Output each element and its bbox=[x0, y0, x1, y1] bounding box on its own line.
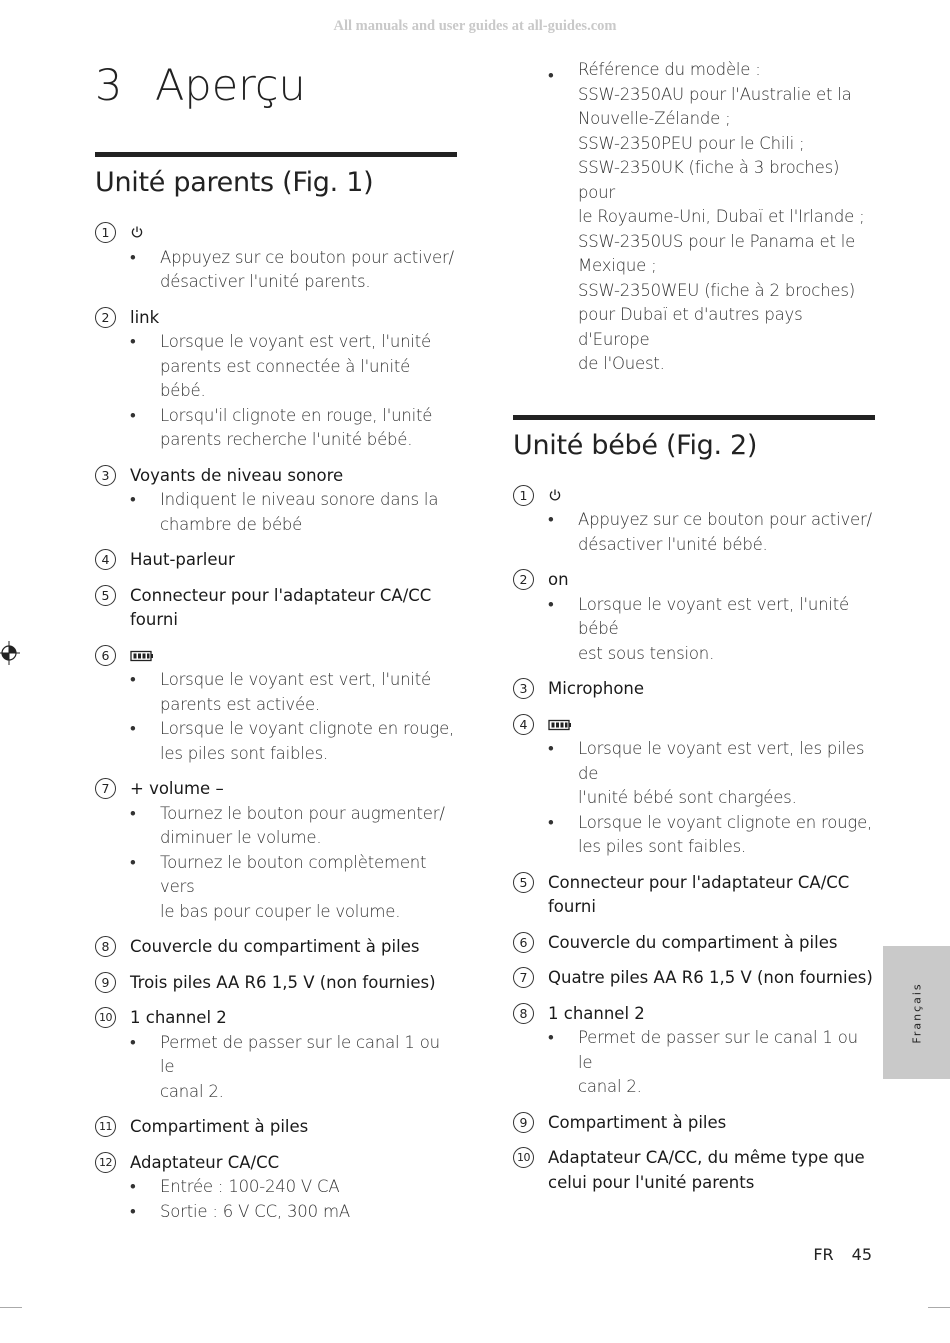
list-item bbox=[95, 935, 457, 960]
bullet-item: • Permet de passer sur le canal 1 ou le canal 2. bbox=[548, 1026, 875, 1100]
item-heading bbox=[95, 1115, 457, 1140]
bullet-item: • Lorsque le voyant clignote en rouge, les piles sont faibles. bbox=[130, 717, 457, 766]
item-label: on bbox=[548, 570, 569, 589]
battery-icon bbox=[548, 719, 572, 731]
item-heading bbox=[95, 306, 457, 331]
list-item bbox=[513, 966, 875, 991]
left-column bbox=[95, 58, 457, 1235]
registration-mark-icon bbox=[0, 641, 20, 665]
bullet-item: • Appuyez sur ce bouton pour activer/ désactiver l'unité parents. bbox=[130, 246, 457, 295]
item-label: Couvercle du compartiment à piles bbox=[548, 932, 838, 952]
chapter-number: 3 bbox=[95, 61, 123, 111]
bullet-list bbox=[95, 1175, 457, 1224]
watermark: All manuals and user guides at all-guides.com bbox=[333, 18, 617, 34]
list-item bbox=[95, 777, 457, 924]
bullet-item: • Lorsque le voyant clignote en rouge, les piles sont faibles. bbox=[548, 811, 875, 860]
power-icon bbox=[548, 488, 562, 502]
item-label: Compartiment à piles bbox=[548, 1112, 727, 1132]
list-item bbox=[95, 1115, 457, 1140]
baby-unit-list bbox=[513, 484, 875, 1196]
item-number: 12 bbox=[95, 1152, 116, 1173]
footer-language: FR bbox=[813, 1245, 834, 1264]
item-number: 8 bbox=[95, 936, 116, 957]
bullet-item: • Indiquent le niveau sonore dans la chambre de bébé bbox=[130, 488, 457, 537]
item-heading bbox=[95, 935, 457, 960]
list-item bbox=[95, 644, 457, 767]
baby-unit-heading: Unité bébé (Fig. 2) bbox=[513, 415, 875, 464]
item-heading bbox=[513, 484, 875, 509]
bullet-list bbox=[95, 802, 457, 925]
list-item bbox=[513, 677, 875, 702]
list-item bbox=[95, 1006, 457, 1104]
power-icon bbox=[130, 225, 144, 239]
item-number: 9 bbox=[513, 1112, 534, 1133]
item-number: 10 bbox=[95, 1007, 116, 1028]
list-item bbox=[95, 548, 457, 573]
bullet-item: • Entrée : 100-240 V CA bbox=[130, 1175, 457, 1200]
bullet-item: • Lorsque le voyant est vert, l'unité parents est connectée à l'unité bébé. bbox=[130, 330, 457, 404]
item-label: Adaptateur CA/CC bbox=[130, 1152, 280, 1172]
list-item bbox=[513, 1111, 875, 1136]
item-number: 6 bbox=[513, 932, 534, 953]
bullet-list bbox=[513, 593, 875, 667]
item-label: link bbox=[130, 307, 160, 327]
item-number: 3 bbox=[513, 678, 534, 699]
bullet-list bbox=[95, 668, 457, 766]
item-number: 1 bbox=[95, 222, 116, 243]
bullet-item: • Lorsque le voyant est vert, les piles de l'unité bébé sont chargées. bbox=[548, 737, 875, 811]
language-tab-label: Français bbox=[910, 981, 923, 1044]
bullet-item: • Tournez le bouton complètement vers le bas pour couper le volume. bbox=[130, 851, 457, 925]
page-number: 45 bbox=[851, 1245, 872, 1264]
item-label: Voyants de niveau sonore bbox=[130, 465, 344, 485]
item-label: Quatre piles AA R6 1,5 V (non fournies) bbox=[548, 968, 873, 987]
item-number: 6 bbox=[95, 645, 116, 666]
bullet-list bbox=[95, 246, 457, 295]
bullet-list bbox=[95, 1031, 457, 1105]
item-heading bbox=[95, 464, 457, 489]
bullet-item: • Appuyez sur ce bouton pour activer/ désactiver l'unité bébé. bbox=[548, 508, 875, 557]
model-reference-lines: SSW-2350AU pour l'Australie et la Nouvelle-Zélande ; SSW-2350PEU pour le Chili ; SSW-2350UK (fiche à 3 broches) pour le Royaume-Uni, Dubaï et l'Irlande ; SSW-2350US pour le Panama et le Mexique ; SSW-2350WEU (fiche à 2 broches) pour Dubaï et d'autres pays d'Europe de l'Ouest. bbox=[578, 84, 865, 373]
item-heading bbox=[95, 644, 457, 669]
list-item bbox=[513, 871, 875, 920]
item-label: Couvercle du compartiment à piles bbox=[130, 937, 420, 956]
language-tab bbox=[883, 946, 950, 1079]
bullet-item: • Lorsqu'il clignote en rouge, l'unité parents recherche l'unité bébé. bbox=[130, 404, 457, 453]
item-number: 4 bbox=[513, 714, 534, 735]
item-number: 4 bbox=[95, 549, 116, 570]
item-heading bbox=[95, 777, 457, 802]
bullet-item: • Lorsque le voyant est vert, l'unité parents est activée. bbox=[130, 668, 457, 717]
list-item bbox=[95, 971, 457, 996]
bullet-list bbox=[95, 488, 457, 537]
item-heading bbox=[95, 584, 457, 633]
item-number: 11 bbox=[95, 1116, 116, 1137]
crop-mark bbox=[928, 1307, 950, 1308]
item-heading bbox=[513, 713, 875, 738]
item-number: 7 bbox=[513, 967, 534, 988]
item-heading bbox=[513, 871, 875, 920]
item-number: 2 bbox=[95, 307, 116, 328]
item-heading bbox=[95, 971, 457, 996]
list-item bbox=[513, 484, 875, 558]
item-heading bbox=[513, 568, 875, 593]
bullet-list bbox=[513, 508, 875, 557]
item-heading bbox=[95, 548, 457, 573]
item-heading bbox=[513, 1146, 875, 1195]
chapter-name: Aperçu bbox=[155, 61, 306, 111]
model-reference bbox=[513, 58, 875, 377]
parent-unit-heading: Unité parents (Fig. 1) bbox=[95, 152, 457, 201]
list-item bbox=[513, 1146, 875, 1195]
bullet-item: • Sortie : 6 V CC, 300 mA bbox=[130, 1200, 457, 1225]
item-label: Microphone bbox=[548, 679, 645, 698]
item-heading bbox=[513, 931, 875, 956]
battery-icon bbox=[130, 650, 154, 662]
item-label: 1 channel 2 bbox=[130, 1008, 227, 1027]
item-number: 7 bbox=[95, 778, 116, 799]
item-number: 8 bbox=[513, 1003, 534, 1024]
item-label: Haut-parleur bbox=[130, 550, 235, 569]
item-number: 5 bbox=[95, 585, 116, 606]
bullet-list bbox=[513, 1026, 875, 1100]
list-item bbox=[95, 584, 457, 633]
item-heading bbox=[513, 1111, 875, 1136]
page-footer bbox=[813, 1245, 872, 1264]
item-label: + volume – bbox=[130, 779, 224, 798]
item-number: 2 bbox=[513, 569, 534, 590]
item-heading bbox=[513, 1002, 875, 1027]
list-item bbox=[95, 306, 457, 453]
item-label: Trois piles AA R6 1,5 V (non fournies) bbox=[130, 972, 436, 992]
bullet-item: • Tournez le bouton pour augmenter/ diminuer le volume. bbox=[130, 802, 457, 851]
bullet-item: • Lorsque le voyant est vert, l'unité bébé est sous tension. bbox=[548, 593, 875, 667]
list-item bbox=[95, 1151, 457, 1225]
item-label: Connecteur pour l'adaptateur CA/CC fourni bbox=[548, 872, 850, 916]
bullet-item: • Permet de passer sur le canal 1 ou le canal 2. bbox=[130, 1031, 457, 1105]
item-heading bbox=[95, 221, 457, 246]
item-number: 1 bbox=[513, 485, 534, 506]
list-item bbox=[513, 713, 875, 860]
item-number: 5 bbox=[513, 872, 534, 893]
model-reference-label: • Référence du modèle : bbox=[578, 60, 761, 79]
item-heading bbox=[95, 1006, 457, 1031]
crop-mark bbox=[0, 1307, 22, 1308]
item-number: 3 bbox=[95, 465, 116, 486]
list-item bbox=[513, 1002, 875, 1100]
list-item bbox=[95, 464, 457, 538]
item-label: 1 channel 2 bbox=[548, 1003, 645, 1023]
list-item bbox=[513, 931, 875, 956]
item-heading bbox=[95, 1151, 457, 1176]
item-number: 10 bbox=[513, 1147, 534, 1168]
item-label: Adaptateur CA/CC, du même type que celui pour l'unité parents bbox=[548, 1148, 865, 1192]
list-item bbox=[95, 221, 457, 295]
parent-unit-list bbox=[95, 221, 457, 1224]
bullet-list bbox=[513, 737, 875, 860]
right-column bbox=[513, 58, 875, 1206]
list-item bbox=[513, 568, 875, 666]
item-heading bbox=[513, 677, 875, 702]
item-heading bbox=[513, 966, 875, 991]
item-label: Compartiment à piles bbox=[130, 1117, 309, 1136]
chapter-title bbox=[95, 58, 457, 126]
item-label: Connecteur pour l'adaptateur CA/CC fourni bbox=[130, 585, 432, 629]
bullet-list bbox=[95, 330, 457, 453]
item-number: 9 bbox=[95, 972, 116, 993]
